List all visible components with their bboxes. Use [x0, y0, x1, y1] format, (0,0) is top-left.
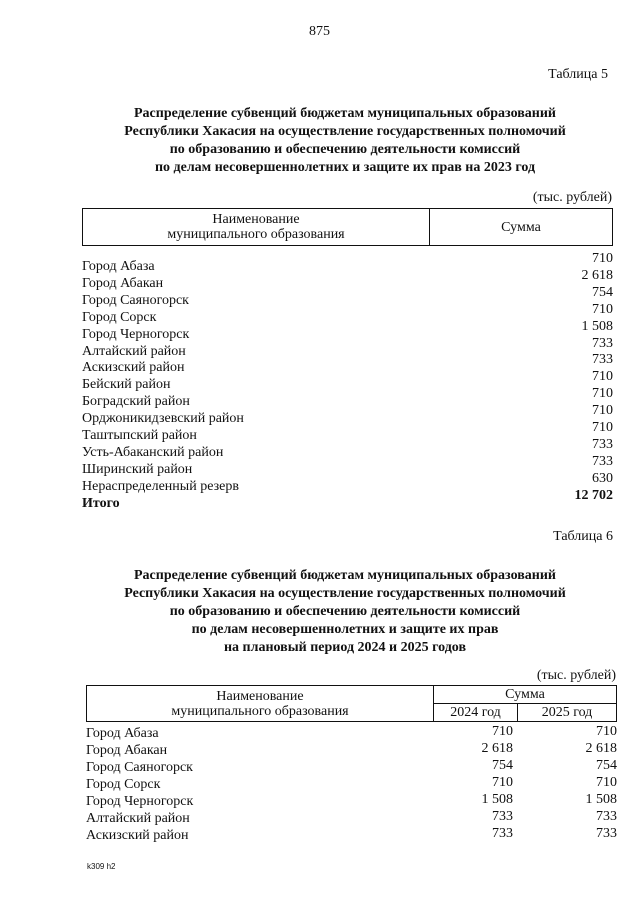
- table5-label: Таблица 5: [548, 67, 608, 82]
- sum-2024-value: 1 508: [481, 792, 513, 807]
- municipality-name: Боградский район: [82, 394, 190, 410]
- municipality-name: Аскизский район: [82, 360, 185, 376]
- sum-value: 710: [592, 420, 613, 435]
- table5-title-line: по образованию и обеспечению деятельности комиссий: [169, 142, 521, 157]
- table6-header-name: [87, 686, 433, 721]
- page-number: 875: [309, 24, 330, 39]
- header-name-line2: муниципального образования: [167, 227, 345, 242]
- municipality-name: Город Абаза: [82, 259, 155, 274]
- table6-header-sum: Сумма: [434, 686, 616, 704]
- table-row: [86, 827, 617, 844]
- table-row: [82, 453, 613, 477]
- table-row: [82, 419, 613, 443]
- table-row: [82, 402, 613, 427]
- municipality-name: Город Саяногорск: [86, 760, 193, 775]
- table6-title-line: по образованию и обеспечению деятельности комиссий: [169, 604, 521, 619]
- sum-value: 754: [592, 284, 613, 300]
- table-row: [82, 284, 613, 308]
- municipality-name: Город Черногорск: [82, 326, 190, 342]
- table5-title-line: Распределение субвенций бюджетам муниципальных образований: [134, 106, 556, 121]
- footer-code: k309 h2: [87, 862, 116, 871]
- sum-value: 733: [592, 436, 613, 452]
- table6-header: [86, 685, 617, 722]
- municipality-name: Таштыпский район: [82, 428, 197, 443]
- table5-header-sum: Сумма: [501, 219, 541, 235]
- table-row: [86, 810, 617, 827]
- sum-2024-value: 2 618: [481, 741, 513, 756]
- sum-value: 710: [592, 369, 613, 385]
- table-row: [82, 436, 613, 460]
- municipality-name: Город Саяногорск: [82, 292, 189, 308]
- municipality-name: Ширинский район: [82, 461, 193, 477]
- table-row: [86, 793, 617, 810]
- municipality-name: Алтайский район: [82, 343, 186, 359]
- sum-value: 630: [592, 470, 613, 486]
- table5-units: (тыс. рублей): [532, 190, 612, 205]
- sum-2025-value: 1 508: [585, 792, 617, 807]
- municipality-name: Бейский район: [82, 377, 171, 393]
- sum-value: 710: [592, 403, 613, 419]
- header-name-line1: Наименование: [216, 688, 304, 704]
- table-row: [82, 318, 613, 342]
- table-row: [82, 250, 613, 274]
- municipality-name: Город Сорск: [82, 309, 157, 325]
- municipality-name: Аскизский район: [86, 828, 189, 843]
- header-name-line1: Наименование: [212, 212, 300, 227]
- sum-2024-value: 754: [492, 758, 513, 773]
- sum-value: 1 508: [581, 318, 613, 334]
- municipality-name: Алтайский район: [86, 811, 190, 826]
- municipality-name: Город Абакан: [82, 275, 164, 291]
- table-row: [86, 725, 617, 742]
- table-row: [82, 470, 613, 494]
- table-row: [86, 742, 617, 759]
- table-row: [86, 776, 617, 793]
- municipality-name: Усть-Абаканский район: [82, 444, 224, 460]
- sum-value: 710: [592, 251, 613, 266]
- sum-value: 733: [592, 453, 613, 469]
- table6-title-line: Распределение субвенций бюджетам муниципальных образований: [134, 568, 556, 583]
- total-label: Итого: [82, 495, 120, 511]
- table6-header-year1: 2024 год: [450, 705, 501, 720]
- table5-title-line: по делам несовершеннолетних и защите их прав на 2023 год: [154, 160, 536, 175]
- sum-2025-value: 754: [596, 758, 617, 773]
- municipality-name: Город Абакан: [86, 743, 168, 758]
- municipality-name: Город Абаза: [86, 726, 159, 741]
- municipality-name: Нераспределенный резерв: [82, 478, 239, 494]
- sum-2024-value: 710: [492, 724, 513, 739]
- sum-2025-value: 2 618: [585, 741, 617, 756]
- table6-header-year2: 2025 год: [541, 705, 593, 720]
- table-row: [82, 335, 613, 359]
- sum-2025-value: 710: [596, 775, 617, 790]
- table-row: [82, 385, 613, 410]
- sum-2024-value: 710: [492, 775, 513, 790]
- table5-total-row: [82, 487, 613, 511]
- table-row: [86, 759, 617, 776]
- table6-title-line: на плановый период 2024 и 2025 годов: [223, 640, 467, 655]
- table5-header: [82, 208, 613, 246]
- sum-value: 710: [592, 386, 613, 402]
- table6-units: (тыс. рублей): [536, 668, 616, 683]
- header-name-line2: муниципального образования: [171, 703, 349, 719]
- table5-title-line: Республики Хакасия на осуществление государственных полномочий: [124, 124, 566, 139]
- table6-title-line: Республики Хакасия на осуществление государственных полномочий: [124, 586, 566, 601]
- table5-title: [40, 105, 639, 177]
- sum-2024-value: 733: [492, 809, 513, 824]
- table6-label: Таблица 6: [553, 529, 613, 544]
- sum-value: 2 618: [581, 267, 613, 283]
- table-row: [82, 267, 613, 291]
- table5-header-name: [83, 209, 429, 245]
- table6-title: [40, 567, 639, 657]
- sum-2025-value: 710: [596, 724, 617, 739]
- municipality-name: Орджоникидзевский район: [82, 411, 244, 427]
- table-row: [82, 368, 613, 393]
- table-row: [82, 301, 613, 325]
- sum-value: 710: [592, 301, 613, 317]
- sum-value: 733: [592, 335, 613, 351]
- municipality-name: Город Сорск: [86, 777, 161, 792]
- municipality-name: Город Черногорск: [86, 794, 194, 809]
- table-row: [82, 351, 613, 376]
- total-value: 12 702: [574, 487, 613, 503]
- sum-2025-value: 733: [596, 826, 617, 841]
- table6-title-line: по делам несовершеннолетних и защите их прав: [191, 622, 499, 637]
- sum-2024-value: 733: [492, 826, 513, 841]
- sum-2025-value: 733: [596, 809, 617, 824]
- sum-value: 733: [592, 352, 613, 368]
